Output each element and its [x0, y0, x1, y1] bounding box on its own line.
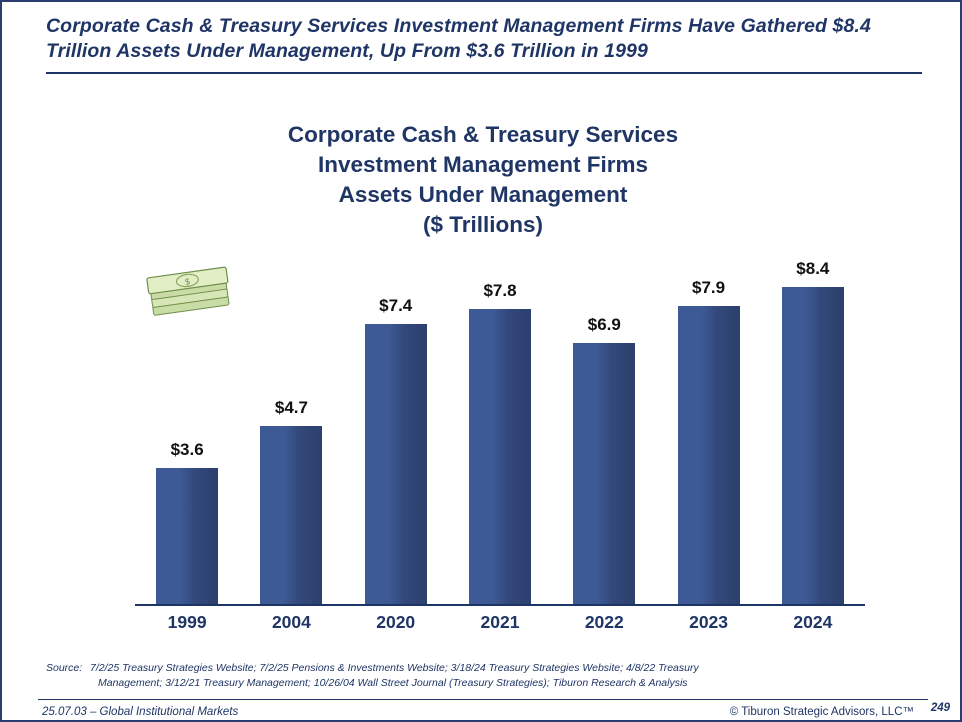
- bar: [678, 306, 740, 604]
- x-axis-label: 2020: [376, 612, 416, 632]
- source-note: [46, 661, 926, 691]
- footer-left-text: 25.07.03 – Global Institutional Markets: [42, 706, 239, 718]
- x-axis-label: 2004: [271, 612, 311, 632]
- bar-value-label: $8.4: [796, 258, 830, 278]
- source-line-1: 7/2/25 Treasury Strategies Website; 7/2/25 Pensions & Investments Website; 3/18/24 Treasury Strategies Website; 4/8/22 Treasury: [90, 662, 699, 674]
- bar-series: [135, 258, 865, 604]
- source-line-2: Management; 3/12/21 Treasury Management; 10/26/04 Wall Street Journal (Treasury Strategies); Tiburon Research & Analysis: [98, 677, 688, 689]
- x-axis-line: [135, 604, 865, 606]
- x-axis-label: 2024: [793, 612, 833, 632]
- chart-title-line-2: Investment Management Firms: [317, 152, 649, 177]
- source-label: Source:: [46, 662, 83, 674]
- bar: [365, 324, 427, 604]
- bar-column: [344, 264, 448, 604]
- bar-column: [761, 258, 865, 604]
- bar: [469, 309, 531, 604]
- bar-chart: [2, 2, 962, 722]
- bar: [260, 426, 322, 604]
- x-axis-label: 2021: [480, 612, 520, 632]
- chart-title-line-3: Assets Under Management: [338, 182, 628, 207]
- chart-title-line-4: ($ Trillions): [422, 212, 543, 237]
- bar-value-label: $7.4: [379, 296, 413, 316]
- x-axis-label: 1999: [167, 612, 207, 632]
- bar-value-label: $4.7: [274, 398, 308, 418]
- x-axis-label: 2022: [584, 612, 624, 632]
- money-stack-icon: [144, 264, 240, 334]
- bar: [156, 468, 218, 604]
- bar-value-label: $3.6: [170, 440, 204, 459]
- bar: [782, 287, 844, 604]
- footer-divider: [38, 699, 928, 700]
- bar-value-label: $7.8: [483, 281, 517, 301]
- svg-text:$: $: [184, 277, 192, 288]
- bar-column: [657, 264, 761, 604]
- footer-copyright: © Tiburon Strategic Advisors, LLC™: [729, 706, 914, 718]
- headline: Corporate Cash & Treasury Services Investment Management Firms Have Gathered $8.4 Trillion Assets Under Management, Up From $3.6 Trillion in 1999: [46, 15, 871, 62]
- bar-column: [239, 264, 343, 604]
- x-axis-labels: [135, 612, 865, 642]
- chart-title-line-1: Corporate Cash & Treasury Services: [287, 122, 679, 147]
- bar-column: [448, 264, 552, 604]
- bar-value-label: $6.9: [587, 315, 621, 335]
- bar: [573, 343, 635, 604]
- bar-column: [552, 264, 656, 604]
- x-axis-label: 2023: [689, 612, 729, 632]
- page-number: 249: [930, 702, 950, 714]
- bar-value-label: $7.9: [692, 277, 726, 297]
